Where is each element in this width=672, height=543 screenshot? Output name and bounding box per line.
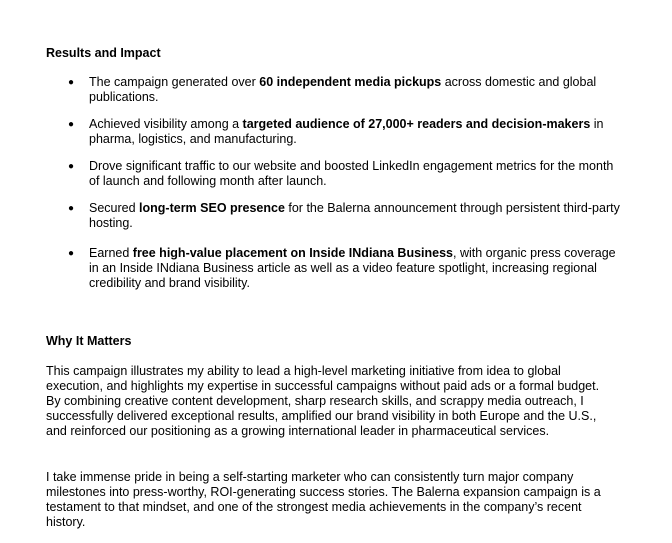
bullet-text-run: in pharma, logistics, and manufacturing. [89, 117, 604, 146]
bullet-text-run: Achieved visibility among a [89, 117, 243, 131]
bullet-text-bold: 60 independent media pickups [259, 75, 442, 89]
bullet-text-run: Drove significant traffic to our website and boosted LinkedIn engagement metrics for the month of launch and following month after launch. [89, 159, 614, 188]
bullet-dot-icon: ● [68, 203, 75, 214]
bullet-dot-icon: ● [68, 77, 75, 88]
bullet-text-bold: free high-value placement on Inside INdiana Business [132, 246, 454, 260]
bullet-text-run: Secured [89, 201, 140, 215]
bullet-item [46, 201, 626, 231]
bullet-text [89, 246, 616, 290]
section-heading-results: Results and Impact [46, 46, 161, 60]
bullet-dot-icon: ● [68, 161, 75, 172]
bullet-text-bold: long-term SEO presence [139, 201, 285, 215]
bullet-item [46, 117, 626, 147]
bullet-dot-icon: ● [68, 248, 75, 259]
bullet-item [46, 75, 626, 105]
bullet-text-run: Earned [89, 246, 133, 260]
bullet-text-run: , with organic press coverage in an Inside INdiana Business article as well as a video feature spotlight, increasing regional credibility and brand visibility. [89, 246, 616, 290]
why-paragraph-1: This campaign illustrates my ability to lead a high-level marketing initiative from idea to global execution, and highlights my expertise in successful campaigns without paid ads or a formal budget. By combining creative content development, sharp research skills, and scrappy media outreach, I successfully delivered exceptional results, amplified our brand visibility in both Europe and the U.S., and reinforced our positioning as a growing international leader in pharmaceutical services. [46, 364, 600, 438]
bullet-item [46, 159, 626, 189]
bullet-text-run: for the Balerna announcement through persistent third-party hosting. [89, 201, 620, 230]
results-bullet-list [46, 75, 626, 303]
bullet-item [46, 246, 626, 291]
bullet-text-run: across domestic and global publications. [89, 75, 597, 104]
bullet-text-bold: targeted audience of 27,000+ readers and decision-makers [242, 117, 591, 131]
section-heading-why: Why It Matters [46, 334, 132, 348]
bullet-dot-icon: ● [68, 119, 75, 130]
bullet-text [89, 201, 620, 230]
bullet-text [89, 117, 603, 146]
why-paragraph-2: I take immense pride in being a self-starting marketer who can consistently turn major company milestones into press-worthy, ROI-generating success stories. The Balerna expansion campaign is a testament to that mindset, and one of the strongest media achievements in the company’s recent history. [46, 470, 601, 529]
bullet-text [89, 75, 596, 104]
bullet-text-run: The campaign generated over [89, 75, 260, 89]
bullet-text [89, 159, 613, 188]
